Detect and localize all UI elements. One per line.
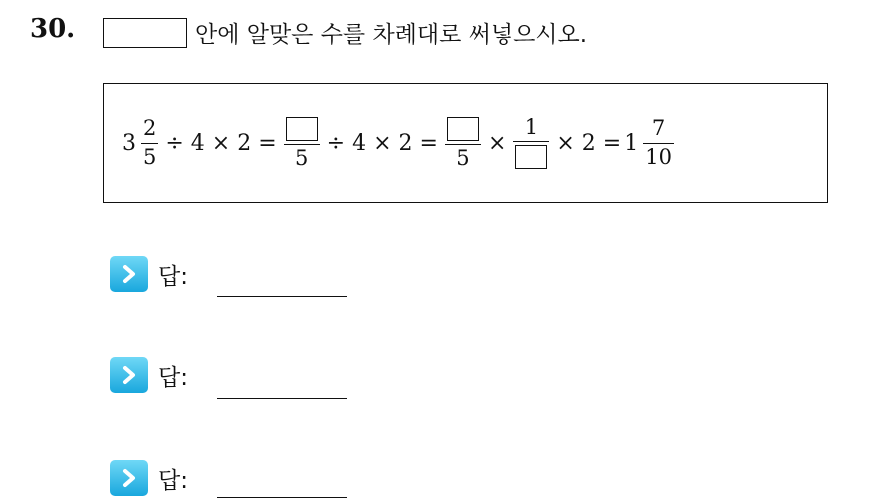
answer-line-2[interactable] — [217, 398, 347, 399]
fraction-numerator: 7 — [651, 116, 666, 141]
fraction-bar — [284, 144, 320, 145]
fraction-bar — [141, 143, 158, 144]
fraction-bar — [643, 143, 674, 144]
equation — [122, 108, 678, 178]
answer-line-1[interactable] — [217, 296, 347, 297]
question-line — [103, 16, 587, 49]
mixed-number-whole: 3 — [122, 130, 136, 156]
answer-label: 답: — [158, 364, 188, 391]
fraction-denominator: 5 — [294, 145, 309, 170]
answer-row-3 — [110, 460, 188, 496]
question-number: 30. — [30, 14, 76, 44]
question-instruction: 안에 알맞은 수를 차례대로 써넣으시오. — [195, 22, 588, 48]
instruction-blank-box — [103, 18, 187, 48]
result-whole: 1 — [624, 130, 639, 156]
answer-label: 답: — [158, 467, 188, 494]
operator-sequence-3: × 2 = — [556, 130, 622, 156]
answer-blank-box-1[interactable] — [286, 117, 318, 141]
answer-blank-box-2[interactable] — [447, 117, 479, 141]
answer-row-1 — [110, 256, 188, 292]
times-operator: × — [487, 130, 507, 156]
fraction-denominator: 10 — [645, 144, 672, 169]
chevron-right-icon — [110, 357, 148, 393]
fraction-bar — [445, 144, 481, 145]
answer-line-3[interactable] — [217, 497, 347, 498]
operator-sequence-2: ÷ 4 × 2 = — [326, 130, 438, 156]
answer-row-2 — [110, 357, 188, 393]
result-fraction — [643, 117, 674, 168]
answer-blank-box-3[interactable] — [515, 145, 547, 169]
equation-box — [103, 83, 828, 203]
fraction-numerator: 1 — [524, 114, 539, 139]
chevron-right-icon — [110, 256, 148, 292]
chevron-right-icon — [110, 460, 148, 496]
fraction-blank-numerator-1 — [284, 116, 320, 170]
fraction-numerator: 2 — [143, 116, 157, 141]
fraction-blank-numerator-2 — [445, 116, 481, 170]
fraction-denominator: 5 — [456, 145, 470, 170]
mixed-number-fraction — [141, 117, 158, 168]
fraction-bar — [513, 141, 549, 142]
answer-label: 답: — [158, 263, 188, 290]
fraction-denominator: 5 — [143, 144, 157, 169]
operator-sequence-1: ÷ 4 × 2 = — [165, 130, 277, 156]
fraction-blank-denominator — [513, 116, 549, 170]
